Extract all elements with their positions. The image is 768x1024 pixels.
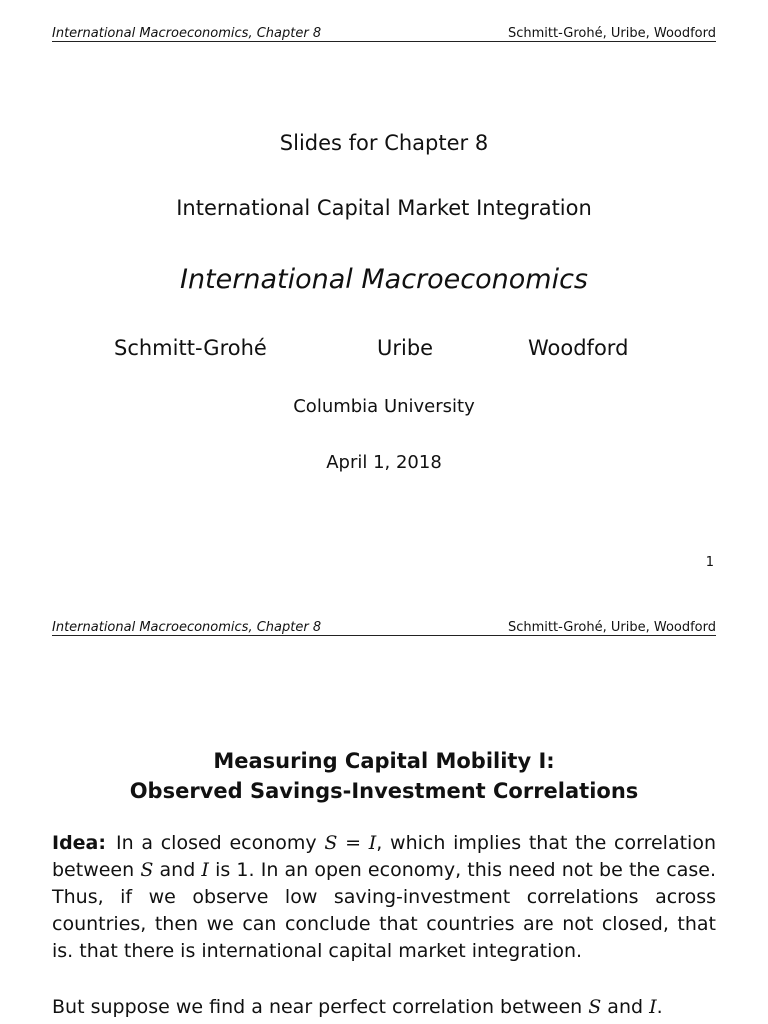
math-i: I	[201, 859, 209, 881]
math-s-equals-i: S = I	[324, 832, 377, 854]
text: In a closed economy	[115, 832, 325, 854]
idea-paragraph	[52, 830, 716, 965]
running-header	[52, 26, 716, 42]
affiliation: Columbia University	[293, 396, 475, 417]
text: , which implies that the correlation between	[52, 832, 716, 881]
math-s: S	[588, 996, 602, 1018]
author-woodford: Woodford	[528, 336, 629, 360]
date: April 1, 2018	[326, 452, 442, 473]
text: is 1. In an open economy, this need not be the case. Thus, if we observe low saving-investment correlations across countries, then we can conclude that countries are not closed, that is. that there is international capital market integration.	[52, 859, 716, 962]
slide-subtitle: International Capital Market Integration	[176, 196, 592, 220]
text: and	[601, 996, 650, 1018]
heading-line-2: Observed Savings-Investment Correlations	[129, 779, 639, 803]
heading-line-1: Measuring Capital Mobility I:	[213, 749, 555, 773]
math-s: S	[140, 859, 154, 881]
header-right: Schmitt-Grohé, Uribe, Woodford	[508, 26, 716, 41]
slide-title: Slides for Chapter 8	[279, 131, 489, 155]
text: and	[153, 859, 202, 881]
text: .	[656, 996, 663, 1018]
idea-label: Idea:	[52, 832, 106, 854]
running-header	[52, 620, 716, 636]
header-left: International Macroeconomics, Chapter 8	[52, 26, 322, 41]
author-uribe: Uribe	[377, 336, 434, 360]
header-left: International Macroeconomics, Chapter 8	[52, 620, 322, 635]
page-number: 1	[705, 555, 714, 570]
header-right: Schmitt-Grohé, Uribe, Woodford	[508, 620, 716, 635]
text: But suppose we find a near perfect correlation between	[52, 996, 589, 1018]
section-heading	[0, 746, 768, 806]
book-title: International Macroeconomics	[179, 264, 588, 295]
author-schmitt-grohe: Schmitt-Grohé	[114, 336, 267, 360]
slide-2	[0, 594, 768, 1024]
math-i: I	[649, 996, 657, 1018]
paragraph-2	[52, 994, 716, 1021]
